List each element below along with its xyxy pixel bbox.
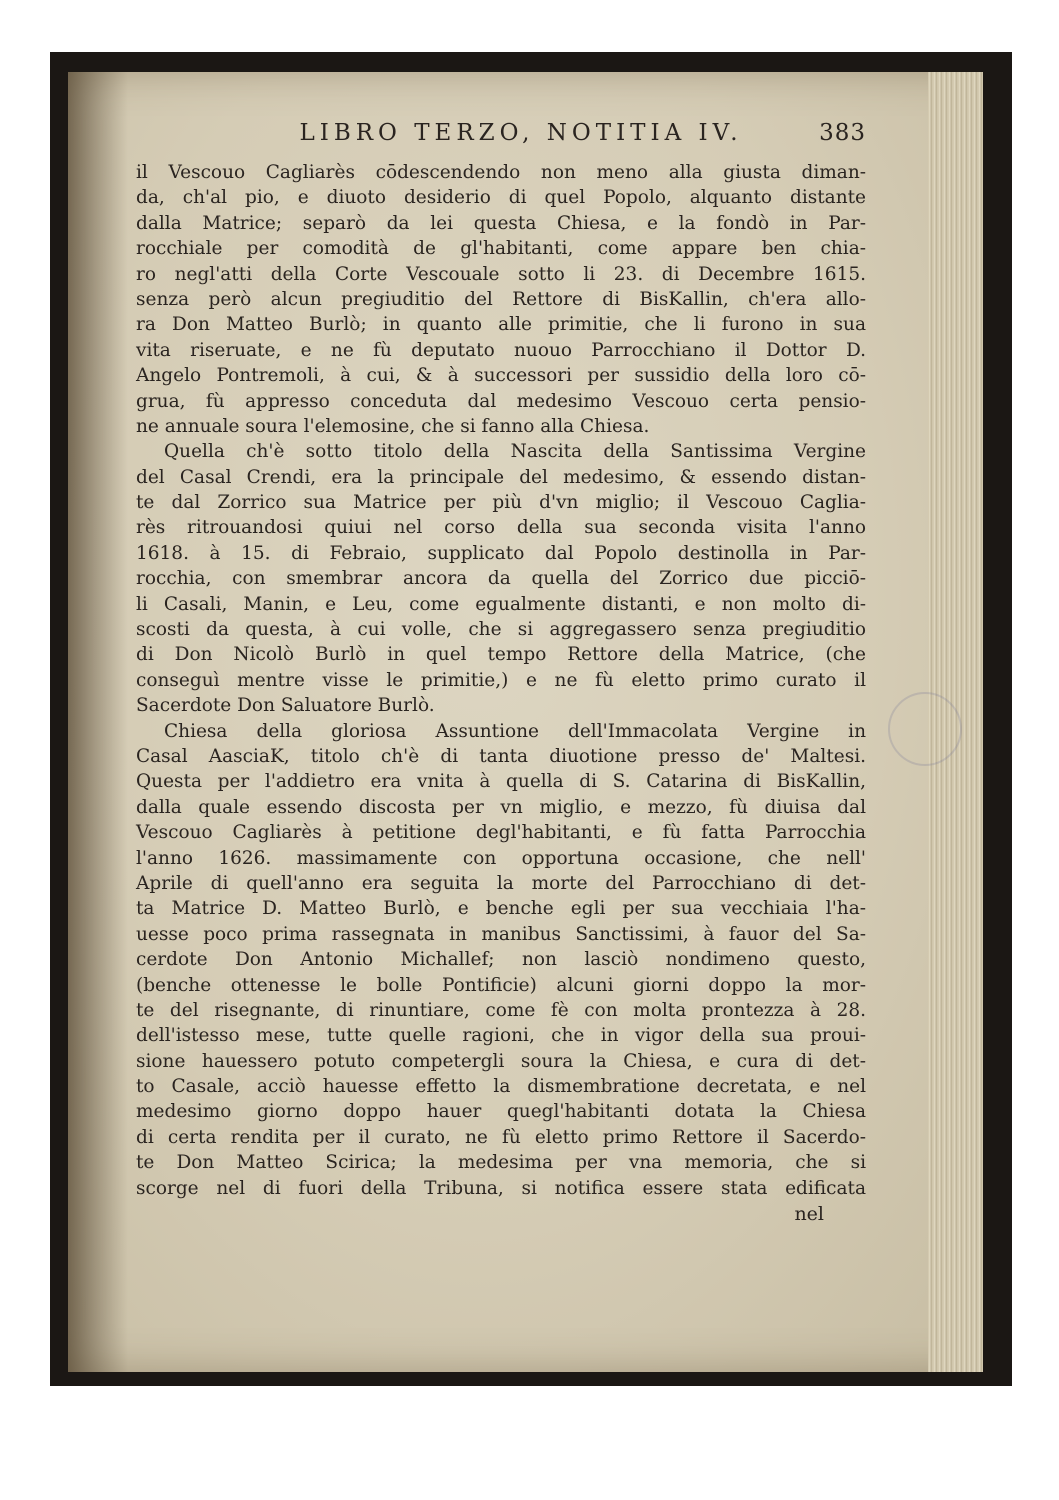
text-line: li Casali, Manin, e Leu, come egualmente distanti, e non molto di-	[136, 593, 866, 615]
catchword: nel	[794, 1203, 824, 1226]
text-line: senza però alcun pregiuditio del Rettore di BisKallin, ch'era allo-	[136, 288, 866, 310]
text-line: conseguì mentre visse le primitie,) e ne fù eletto primo curato il	[136, 669, 866, 691]
text-line: da, ch'al pio, e diuoto desiderio di quel Popolo, alquanto distante	[136, 187, 866, 209]
text-line: te del risegnante, di rinuntiare, come fè con molta prontezza à 28.	[136, 999, 866, 1021]
text-line: rès ritrouandosi quiui nel corso della sua seconda visita l'anno	[136, 517, 866, 539]
page-number: 383	[819, 120, 866, 146]
text-line: ra Don Matteo Burlò; in quanto alle primitie, che li furono in sua	[136, 314, 866, 336]
text-line: Angelo Pontremoli, à cui, & à successori per sussidio della loro cō-	[136, 365, 866, 387]
text-line: te dal Zorrico sua Matrice per più d'vn miglio; il Vescouo Caglia-	[136, 492, 866, 514]
page-text	[136, 120, 866, 1225]
running-head-title: LIBRO TERZO, NOTITIA IV.	[299, 120, 743, 146]
text-line: Chiesa della gloriosa Assuntione dell'Immacolata Vergine in	[164, 720, 866, 742]
text-line: to Casale, acciò hauesse effetto la dismembratione decretata, e nel	[136, 1076, 866, 1098]
running-head	[136, 120, 866, 160]
text-line: l'anno 1626. massimamente con opportuna occasione, che nell'	[136, 847, 866, 869]
text-line: dalla quale essendo discosta per vn miglio, e mezzo, fù diuisa dal	[136, 796, 866, 818]
text-line: Questa per l'addietro era vnita à quella di S. Catarina di BisKallin,	[136, 771, 866, 793]
text-line: te Don Matteo Scirica; la medesima per vna memoria, che si	[136, 1152, 866, 1174]
text-line: ro negl'atti della Corte Vescouale sotto li 23. di Decembre 1615.	[136, 263, 866, 285]
text-line: uesse poco prima rassegnata in manibus Sanctissimi, à fauor del Sa-	[136, 923, 866, 945]
text-line: (benche ottenesse le bolle Pontificie) alcuni giorni doppo la mor-	[136, 974, 866, 996]
text-line: Quella ch'è sotto titolo della Nascita della Santissima Vergine	[164, 441, 866, 463]
text-line: rocchia, con smembrar ancora da quella del Zorrico due picciō-	[136, 568, 866, 590]
text-line: Vescouo Cagliarès à petitione degl'habitanti, e fù fatta Parrocchia	[136, 822, 866, 844]
text-line: sione hauessero potuto competergli soura la Chiesa, e cura di det-	[136, 1050, 866, 1072]
text-line: ta Matrice D. Matteo Burlò, e benche egli per sua vecchiaia l'ha-	[136, 898, 866, 920]
text-line: grua, fù appresso conceduta dal medesimo Vescouo certa pensio-	[136, 390, 866, 412]
text-line: dell'istesso mese, tutte quelle ragioni, che in vigor della sua proui-	[136, 1025, 866, 1047]
ink-stamp-mark	[888, 692, 962, 766]
text-line: vita riseruate, e ne fù deputato nuouo Parrocchiano il Dottor D.	[136, 339, 866, 361]
text-line: Aprile di quell'anno era seguita la morte del Parrocchiano di det-	[136, 872, 866, 894]
text-line: Sacerdote Don Saluatore Burlò.	[136, 695, 435, 717]
text-line: scosti da questa, à cui volle, che si aggregassero senza pregiuditio	[136, 619, 866, 641]
text-line: il Vescouo Cagliarès cōdescendendo non meno alla giusta diman-	[136, 162, 866, 183]
text-line: rocchiale per comodità de gl'habitanti, come appare ben chia-	[136, 238, 866, 260]
text-line: di certa rendita per il curato, ne fù eletto primo Rettore il Sacerdo-	[136, 1126, 866, 1148]
text-line: del Casal Crendi, era la principale del medesimo, & essendo distan-	[136, 466, 866, 488]
text-line: Casal AasciaK, titolo ch'è di tanta diuotione presso de' Maltesi.	[136, 745, 866, 767]
text-line: di Don Nicolò Burlò in quel tempo Rettore della Matrice, (che	[136, 644, 866, 666]
text-line: scorge nel di fuori della Tribuna, si notifica essere stata edificata	[136, 1177, 866, 1199]
text-line: ne annuale soura l'elemosine, che si fanno alla Chiesa.	[136, 415, 650, 437]
text-line: 1618. à 15. di Febraio, supplicato dal Popolo destinolla in Par-	[136, 542, 866, 564]
text-line: medesimo giorno doppo hauer quegl'habitanti dotata la Chiesa	[136, 1101, 866, 1123]
page-gutter-shadow	[68, 72, 128, 1372]
book-page	[68, 72, 983, 1372]
text-line: dalla Matrice; separò da lei questa Chiesa, e la fondò in Par-	[136, 212, 866, 234]
text-line: cerdote Don Antonio Michallef; non lasciò nondimeno questo,	[136, 949, 866, 971]
scanned-page-frame	[50, 52, 1012, 1386]
